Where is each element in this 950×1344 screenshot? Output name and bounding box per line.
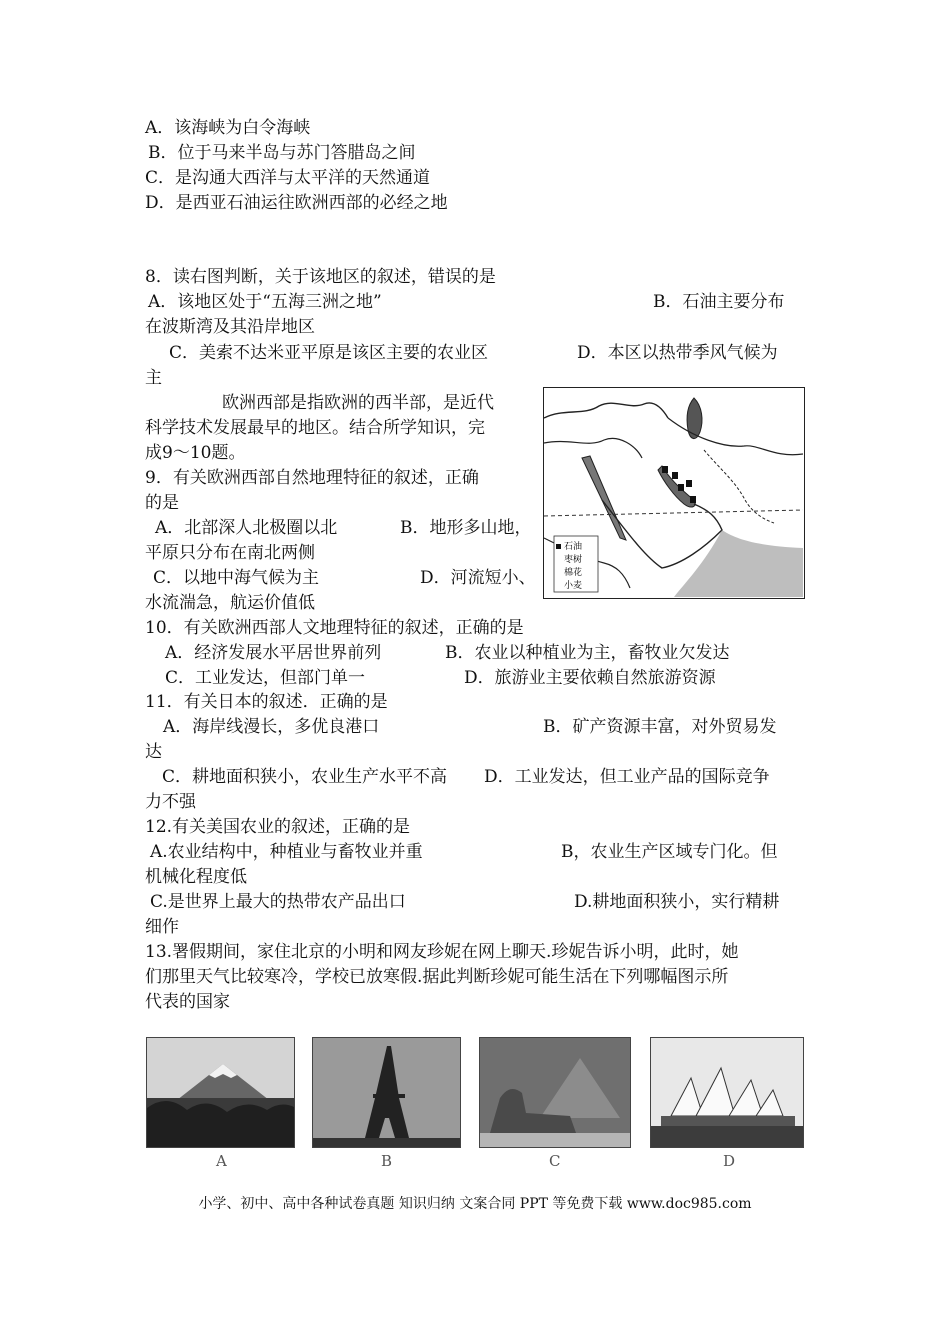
photo-eiffel-tower [312,1037,461,1148]
q9-stem: 9．有关欧洲西部自然地理特征的叙述，正确 [145,468,479,488]
q11-option-a: A．海岸线漫长，多优良港口 [163,717,380,737]
q10-option-b: B．农业以种植业为主，畜牧业欠发达 [445,643,730,663]
q8-option-d-cont: 主 [145,368,162,388]
q7-option-a: A．该海峡为白令海峡 [145,118,311,138]
q9-option-c: C．以地中海气候为主 [153,568,320,588]
q8-option-a: A．该地区处于“五海三洲之地” [148,292,382,312]
q8-option-b: B．石油主要分布 [653,292,785,312]
q8-option-b-cont: 在波斯湾及其沿岸地区 [145,317,315,337]
q11-option-b: B．矿产资源丰富，对外贸易发 [543,717,777,737]
q7-option-c: C．是沟通大西洋与太平洋的天然通道 [145,168,431,188]
q9-option-d-cont: 水流湍急，航运价值低 [145,593,315,613]
q10-option-c: C．工业发达，但部门单一 [165,668,366,688]
photo-mount-fuji [146,1037,295,1148]
q10-stem: 10．有关欧洲西部人文地理特征的叙述，正确的是 [145,618,524,638]
q12-option-b-cont: 机械化程度低 [145,867,247,887]
map-drawing [544,388,803,597]
q8-stem: 8．读右图判断，关于该地区的叙述，错误的是 [145,267,496,287]
q12-option-a: A.农业结构中，种植业与畜牧业并重 [150,842,423,862]
photo-label-b: B [381,1152,393,1170]
intro-line-3: 成9～10题。 [145,443,246,463]
q12-option-b: B，农业生产区域专门化。但 [561,842,778,862]
q12-option-c: C.是世界上最大的热带农产品出口 [150,892,406,912]
photo-sydney-opera-house [650,1037,804,1148]
page-footer: 小学、初中、高中各种试卷真题 知识归纳 文案合同 PPT 等免费下载 www.doc985.com [198,1196,752,1212]
legend-item-4: 小麦 [564,581,583,591]
q7-option-b: B．位于马来半岛与苏门答腊岛之间 [148,143,416,163]
q13-stem-line-1: 13.署假期间，家住北京的小明和网友珍妮在网上聊天.珍妮告诉小明，此时，她 [145,942,739,962]
q8-option-c: C．美索不达米亚平原是该区主要的农业区 [169,343,489,363]
q8-option-d: D．本区以热带季风气候为 [577,343,778,363]
q12-option-d: D.耕地面积狭小，实行精耕 [574,892,780,912]
q9-option-b-cont: 平原只分布在南北两侧 [145,543,315,563]
photo-label-a: A [216,1152,227,1170]
photo-sphinx [479,1037,631,1148]
photo-label-d: D [723,1152,736,1170]
intro-line-2: 科学技术发展最早的地区。结合所学知识，完 [145,418,485,438]
legend-item-1: 石油 [564,542,583,552]
q10-option-d: D．旅游业主要依赖自然旅游资源 [464,668,716,688]
middle-east-map [543,387,805,599]
q7-option-d: D．是西亚石油运往欧洲西部的必经之地 [145,193,448,213]
q9-stem-cont: 的是 [145,493,179,513]
q9-option-d: D．河流短小、 [420,568,536,588]
q11-option-d: D．工业发达，但工业产品的国际竞争 [484,767,770,787]
legend-item-2: 枣树 [564,555,583,565]
intro-line-1: 欧洲西部是指欧洲的西半部，是近代 [222,393,494,413]
q12-option-d-cont: 细作 [145,917,179,937]
q13-stem-line-3: 代表的国家 [145,992,230,1012]
legend-item-3: 棉花 [564,568,583,578]
q11-stem: 11．有关日本的叙述．正确的是 [145,692,388,712]
q9-option-a: A．北部深人北极圈以北 [155,518,338,538]
q11-option-c: C．耕地面积狭小，农业生产水平不高 [162,767,448,787]
q9-option-b: B．地形多山地， [400,518,532,538]
q12-stem: 12.有关美国农业的叙述，正确的是 [145,817,411,837]
q10-option-a: A．经济发展水平居世界前列 [165,643,382,663]
q11-option-d-cont: 力不强 [145,792,196,812]
q13-stem-line-2: 们那里天气比较寒冷，学校已放寒假.据此判断珍妮可能生活在下列哪幅图示所 [145,967,729,987]
q11-option-b-cont: 达 [145,742,162,762]
photo-label-c: C [549,1152,561,1170]
